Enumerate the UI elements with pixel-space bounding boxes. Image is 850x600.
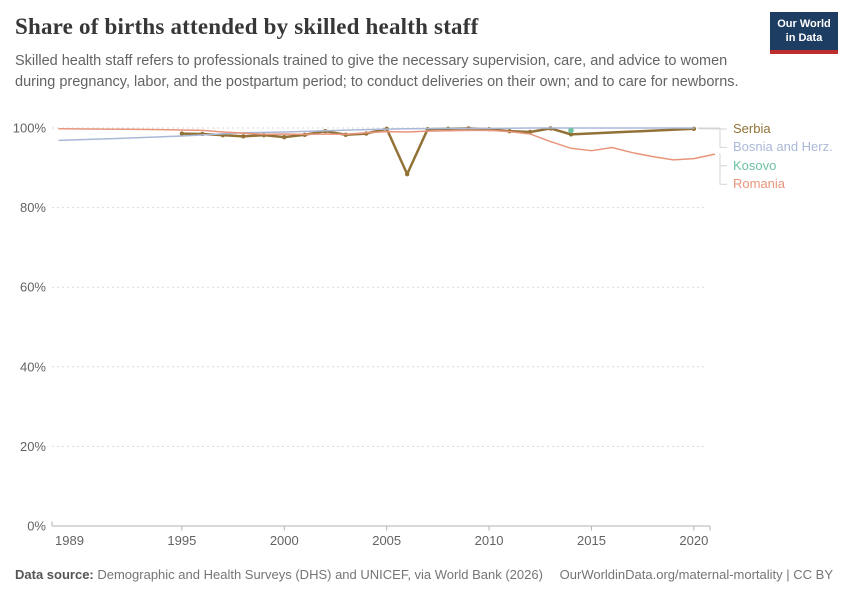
legend-label-romania[interactable]: Romania bbox=[733, 176, 786, 192]
legend-label-serbia[interactable]: Serbia bbox=[733, 121, 771, 136]
x-tick-label: 2020 bbox=[679, 533, 709, 548]
series-marker-serbia bbox=[405, 172, 409, 176]
y-tick-label: 40% bbox=[19, 359, 46, 375]
x-tick-label: 2015 bbox=[577, 533, 606, 548]
owid-logo-line2: in Data bbox=[785, 32, 823, 45]
data-source-label: Data source: bbox=[15, 567, 94, 582]
series-line-serbia[interactable] bbox=[182, 128, 694, 174]
x-tick-label: 1989 bbox=[55, 533, 84, 548]
x-tick-label: 2010 bbox=[474, 533, 504, 548]
legend-label-bosnia-and-herz[interactable]: Bosnia and Herz. bbox=[733, 139, 833, 155]
y-tick-label: 80% bbox=[19, 200, 46, 216]
y-tick-label: 60% bbox=[19, 279, 46, 295]
legend-leader-bosnia-and-herz bbox=[699, 128, 727, 147]
x-tick-label: 2005 bbox=[372, 533, 402, 548]
x-tick-label: 2000 bbox=[269, 533, 299, 548]
data-source-note bbox=[15, 567, 543, 582]
series-marker-kosovo bbox=[568, 128, 574, 134]
x-tick-label: 1995 bbox=[167, 533, 197, 548]
y-tick-label: 20% bbox=[19, 438, 46, 454]
owid-citation-link[interactable]: OurWorldinData.org/maternal-mortality | CC BY bbox=[559, 567, 833, 582]
y-tick-label: 100% bbox=[12, 120, 46, 136]
chart-subtitle: Skilled health staff refers to professionals trained to give the necessary supervision, care, and advice to women during pregnancy, labor, and the postpartum period; to conduct deliveries on their own; and to care for newborns. bbox=[15, 53, 739, 90]
series-marker-serbia bbox=[241, 134, 245, 138]
page-title: Share of births attended by skilled health staff bbox=[15, 14, 479, 39]
series-marker-serbia bbox=[180, 131, 184, 135]
legend-leader-romania bbox=[719, 154, 727, 184]
legend-label-kosovo[interactable]: Kosovo bbox=[733, 157, 777, 173]
y-tick-label: 0% bbox=[27, 518, 46, 534]
series-marker-serbia bbox=[282, 135, 286, 139]
owid-logo-line1: Our World bbox=[777, 18, 831, 30]
data-source-text: Demographic and Health Surveys (DHS) and UNICEF, via World Bank (2026) bbox=[93, 567, 543, 582]
